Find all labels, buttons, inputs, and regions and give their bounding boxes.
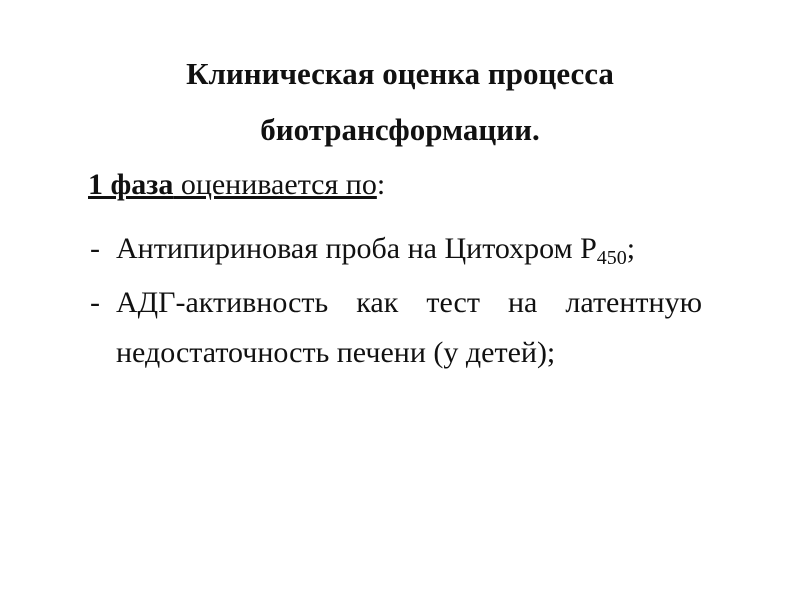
- bullet-suffix: ;: [626, 232, 636, 265]
- phase-text: оценивается по: [173, 168, 377, 201]
- bullet-text: АДГ-активность как тест на латентную недостаточность печени (у детей);: [116, 286, 702, 369]
- slide-title-line-2: биотрансформации.: [260, 112, 540, 147]
- bullet-text: Антипириновая проба на Цитохром Р: [116, 232, 597, 265]
- bullet-marker: -: [90, 286, 100, 319]
- phase-label: 1 фаза: [88, 168, 174, 201]
- slide-title-line-1: Клиническая оценка процесса: [186, 56, 614, 91]
- bullet-subscript: 450: [596, 247, 627, 269]
- bullet-list: [90, 224, 702, 382]
- list-item: [90, 224, 702, 274]
- phase-heading: [88, 165, 385, 205]
- list-item: [90, 278, 702, 378]
- phase-colon: :: [376, 168, 386, 201]
- bullet-marker: -: [90, 232, 100, 265]
- slide-title: [0, 46, 800, 158]
